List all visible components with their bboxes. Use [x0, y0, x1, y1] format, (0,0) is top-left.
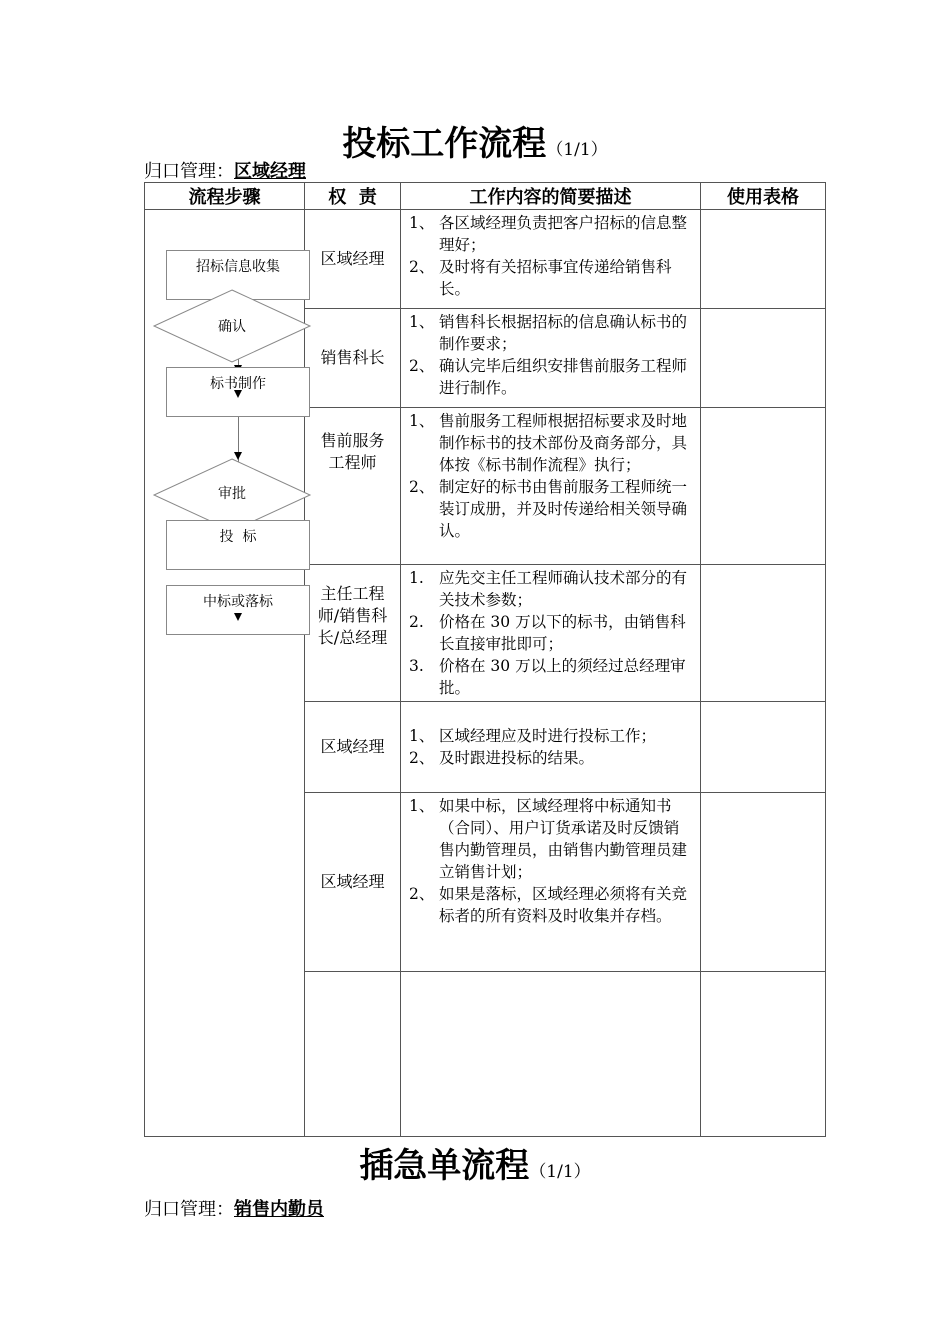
item-number: 1、 [409, 412, 435, 430]
decision-label: 审批 [218, 486, 246, 502]
management-label: 归口管理： [144, 161, 234, 182]
list-item [409, 476, 694, 542]
list-item [409, 256, 694, 300]
forms-cell [701, 702, 826, 793]
list-item [409, 795, 694, 883]
flow-step-label: 标书制作 [210, 376, 266, 392]
role-cell: 销售科长 [305, 309, 401, 408]
management-owner: 区域经理 [234, 161, 306, 182]
item-number: 2. [409, 613, 424, 631]
description-cell [401, 210, 701, 309]
forms-cell [701, 793, 826, 972]
item-text: 售前服务工程师根据招标要求及时地制作标书的技术部份及商务部分，具体按《标书制作流程》执行； [439, 412, 688, 474]
flowchart-cell [145, 210, 305, 1137]
description-cell [401, 793, 701, 972]
description-cell [401, 702, 701, 793]
description-cell [401, 408, 701, 565]
item-text: 确认完毕后组织安排售前服务工程师进行制作。 [439, 357, 688, 397]
list-item [409, 410, 694, 476]
forms-cell [701, 408, 826, 565]
document-title [0, 116, 950, 165]
list-item [409, 212, 694, 256]
list-item [409, 883, 694, 927]
management-line [144, 157, 306, 183]
flow-step-submit-bid [166, 520, 310, 570]
header-responsibility: 权 责 [305, 183, 401, 210]
list-item [409, 747, 694, 769]
description-cell [401, 565, 701, 702]
item-number: 2、 [409, 478, 435, 496]
item-number: 2、 [409, 749, 435, 767]
header-description: 工作内容的简要描述 [401, 183, 701, 210]
forms-cell [701, 972, 826, 1137]
item-text: 如果是落标，区域经理必须将有关竞标者的所有资料及时收集并存档。 [439, 885, 688, 925]
list-item [409, 725, 694, 747]
arrow-down-icon [234, 390, 242, 398]
item-text: 区域经理应及时进行投标工作； [439, 727, 657, 745]
item-number: 3. [409, 657, 424, 675]
item-text: 如果中标，区域经理将中标通知书（合同）、用户订货承诺及时反馈销售内勤管理员，由销售内勤管理员建立销售计划； [439, 797, 688, 881]
item-number: 1. [409, 569, 424, 587]
management-line-2 [144, 1195, 324, 1221]
list-item [409, 311, 694, 355]
role-cell: 售前服务工程师 [305, 408, 401, 565]
item-number: 2、 [409, 258, 435, 276]
flow-step-result [166, 585, 310, 635]
list-item [409, 611, 694, 655]
role-cell: 主任工程师/销售科长/总经理 [305, 565, 401, 702]
item-number: 2、 [409, 885, 435, 903]
document-title-2 [0, 1138, 950, 1187]
flow-step-label: 投 标 [219, 529, 257, 545]
management-owner: 销售内勤员 [234, 1199, 324, 1220]
flow-step-label: 招标信息收集 [196, 259, 280, 275]
header-flow-steps: 流程步骤 [145, 183, 305, 210]
item-text: 及时跟进投标的结果。 [439, 749, 595, 767]
role-cell: 区域经理 [305, 210, 401, 309]
item-text: 价格在 30 万以上的须经过总经理审批。 [439, 657, 686, 697]
description-cell [401, 309, 701, 408]
role-cell: 区域经理 [305, 793, 401, 972]
empty-role-cell [305, 972, 401, 1137]
item-text: 制定好的标书由售前服务工程师统一装订成册，并及时传递给相关领导确认。 [439, 478, 688, 540]
role-cell: 区域经理 [305, 702, 401, 793]
management-label: 归口管理： [144, 1199, 234, 1220]
item-number: 1、 [409, 313, 435, 331]
process-table [144, 182, 826, 1137]
empty-description-cell [401, 972, 701, 1137]
flow-step-label: 中标或落标 [203, 594, 273, 610]
item-text: 应先交主任工程师确认技术部分的有关技术参数； [439, 569, 688, 609]
page-indicator: （1/1） [529, 1162, 591, 1182]
item-number: 1、 [409, 214, 435, 232]
item-number: 1、 [409, 727, 435, 745]
title-text: 插急单流程 [359, 1146, 530, 1186]
item-text: 及时将有关招标事宜传递给销售科长。 [439, 258, 672, 298]
decision-label: 确认 [218, 319, 246, 335]
forms-cell [701, 565, 826, 702]
item-number: 2、 [409, 357, 435, 375]
header-forms: 使用表格 [701, 183, 826, 210]
item-text: 各区域经理负责把客户招标的信息整理好； [439, 214, 688, 254]
item-number: 1、 [409, 797, 435, 815]
item-text: 价格在 30 万以下的标书，由销售科长直接审批即可； [439, 613, 686, 653]
page-indicator: （1/1） [546, 140, 608, 160]
list-item [409, 567, 694, 611]
list-item [409, 655, 694, 699]
arrow-down-icon [234, 613, 242, 621]
forms-cell [701, 309, 826, 408]
list-item [409, 355, 694, 399]
title-text: 投标工作流程 [342, 124, 547, 164]
flowchart [145, 210, 305, 1135]
item-text: 销售科长根据招标的信息确认标书的制作要求； [439, 313, 688, 353]
forms-cell [701, 210, 826, 309]
